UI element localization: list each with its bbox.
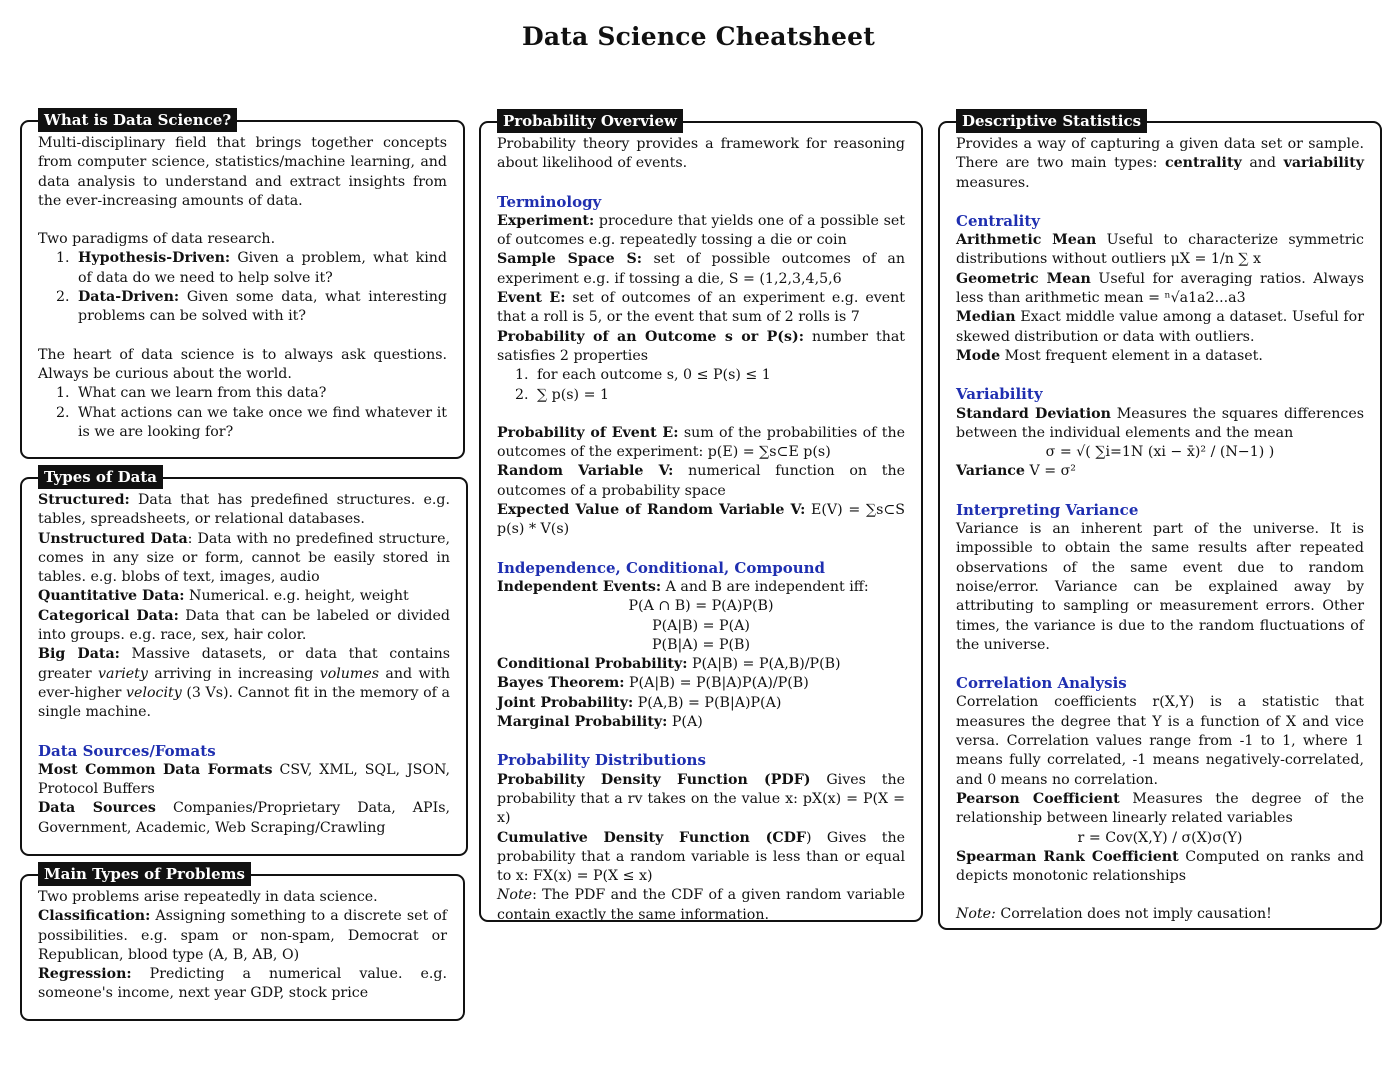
definition: Structured: Data that has predefined structures. e.g. tables, spreadsheets, or relational databases. <box>38 492 450 528</box>
definition: Joint Probability: P(A,B) = P(B|A)P(A) <box>497 694 782 711</box>
formula: P(B|A) = P(B) <box>651 636 751 653</box>
types-of-data-box <box>20 468 468 856</box>
definition: Median Exact middle value among a dataset. Useful for skewed distribution or data with outliers. <box>956 309 1364 345</box>
list-item: 1. Hypothesis-Driven: Given a problem, what kind of data do we need to help solve it? <box>56 250 447 286</box>
subheading: Terminology <box>497 192 602 211</box>
section-title: Descriptive Statistics <box>956 109 1147 133</box>
definition: Probability of an Outcome s or P(s): number that satisfies 2 properties <box>497 328 905 364</box>
definition: Marginal Probability: P(A) <box>497 714 703 731</box>
subheading: Data Sources/Fomats <box>38 741 216 760</box>
page-title: Data Science Cheatsheet <box>522 22 875 51</box>
formula: σ = √( ∑i=1N (xi − x̄)² / (N−1) ) <box>1045 444 1275 461</box>
definition: Regression: Predicting a numerical value. e.g. someone's income, next year GDP, stock price <box>38 966 447 1002</box>
properties-list <box>497 366 905 405</box>
definition: Sample Space S: set of possible outcomes of an experiment e.g. if tossing a die, S = (1,2,3,4,5,6 <box>497 251 905 287</box>
definition: Geometric Mean Useful for averaging ratios. Always less than arithmetic mean = ⁿ√a1a2...a3 <box>956 270 1364 307</box>
formula: P(A ∩ B) = P(A)P(B) <box>628 598 774 615</box>
paragraph: Probability theory provides a framework for reasoning about likelihood of events. <box>497 136 905 172</box>
subheading: Probability Distributions <box>497 751 706 770</box>
subheading: Variability <box>956 385 1043 404</box>
probability-overview-box <box>479 112 923 923</box>
subheading: Centrality <box>956 211 1040 230</box>
definition: Probability of Event E: sum of the probabilities of the outcomes of the experiment: p(E) = ∑s⊂E p(s) <box>497 424 905 461</box>
section-title: Probability Overview <box>497 109 683 133</box>
definition: Conditional Probability: P(A|B) = P(A,B)/P(B) <box>497 656 841 673</box>
subheading: Interpreting Variance <box>956 500 1139 519</box>
definition: Spearman Rank Coefficient Computed on ranks and depicts monotonic relationships <box>956 848 1364 885</box>
definition: Expected Value of Random Variable V: E(V) = ∑s⊂S p(s) * V(s) <box>497 502 906 538</box>
definition: Unstructured Data: Data with no predefined structure, comes in any size or form, cannot be easily stored in tables. e.g. blobs of text, images, audio <box>38 530 450 586</box>
paragraph: Two problems arise repeatedly in data science. <box>38 889 378 905</box>
definition: Mode Most frequent element in a dataset. <box>956 347 1263 364</box>
subheading: Correlation Analysis <box>956 674 1127 693</box>
definition: Random Variable V: numerical function on the outcomes of a probability space <box>497 463 905 499</box>
paragraph: Provides a way of capturing a given data set or sample. There are two main types: centrality and variability measures. <box>956 136 1364 191</box>
paragraph: Correlation coefficients r(X,Y) is a statistic that measures the degree that Y is a function of X and vice versa. Correlation values range from -1 to 1, where 1 means fully correlated, -1 means negatively-correlated, and 0 means no correlation. <box>956 694 1364 788</box>
paragraph: Variance is an inherent part of the universe. It is impossible to obtain the same results after repeated observations of the same event due to random noise/error. Variance can be explained away by attributing to sampling or measurement errors. Other times, the variance is due to the random fluctuations of the universe. <box>956 521 1364 653</box>
paragraph: The heart of data science is to always ask questions. Always be curious about the world. <box>38 346 447 382</box>
formula: r = Cov(X,Y) / σ(X)σ(Y) <box>1077 829 1243 846</box>
definition: Big Data: Massive datasets, or data that contains greater variety arriving in increasing volumes and with ever-higher velocity (3 Vs). Cannot fit in the memory of a single machine. <box>38 646 451 721</box>
definition: Bayes Theorem: P(A|B) = P(B|A)P(A)/P(B) <box>497 675 809 692</box>
paragraph: Multi-disciplinary field that brings together concepts from computer science, statistics/machine learning, and data analysis to understand and extract insights from the ever-increasing amounts of data. <box>38 135 447 209</box>
note: Note: Correlation does not imply causation! <box>956 906 1272 923</box>
definition: Most Common Data Formats CSV, XML, SQL, JSON, Protocol Buffers <box>38 761 451 798</box>
main-types-of-problems-box <box>20 865 465 1021</box>
what-is-data-science-box <box>20 111 465 459</box>
definition: Pearson Coefficient Measures the degree of the relationship between linearly related variables <box>956 790 1364 827</box>
descriptive-statistics-box <box>938 112 1382 930</box>
definition: Arithmetic Mean Useful to characterize symmetric distributions without outliers μX = 1/n ∑ x <box>956 232 1364 268</box>
definition: Data Sources Companies/Proprietary Data, APIs, Government, Academic, Web Scraping/Crawling <box>38 800 450 836</box>
list-item: 2. What actions can we take once we find whatever it is we are looking for? <box>56 404 447 440</box>
section-title: Main Types of Problems <box>38 862 251 886</box>
formula: P(A|B) = P(A) <box>652 617 750 634</box>
definition: Experiment: procedure that yields one of a possible set of outcomes e.g. repeatedly tossing a die or coin <box>497 212 905 249</box>
note: Note: The PDF and the CDF of a given random variable contain exactly the same information. <box>497 887 905 923</box>
definition: Independent Events: A and B are independent iff: <box>497 578 869 595</box>
definition: Quantitative Data: Numerical. e.g. height, weight <box>38 588 409 605</box>
list-item: 2. Data-Driven: Given some data, what interesting problems can be solved with it? <box>56 289 447 325</box>
definition: Categorical Data: Data that can be labeled or divided into groups. e.g. race, sex, hair color. <box>38 607 450 644</box>
definition: Cumulative Density Function (CDF) Gives the probability that a random variable is less than or equal to x: FX(x) = P(X ≤ x) <box>497 829 905 885</box>
section-title: What is Data Science? <box>38 108 237 132</box>
list-item: 1. What can we learn from this data? <box>56 385 327 402</box>
definition: Event E: set of outcomes of an experiment e.g. event that a roll is 5, or the event that sum of 2 rolls is 7 <box>497 290 905 326</box>
definition: Probability Density Function (PDF) Gives the probability that a rv takes on the value x: pX(x) = P(X = x) <box>497 771 905 827</box>
definition: Classification: Assigning something to a discrete set of possibilities. e.g. spam or non-spam, Democrat or Republican, blood type (A, B, AB, O) <box>38 908 447 963</box>
definition: Standard Deviation Measures the squares differences between the individual elements and the mean <box>956 405 1364 441</box>
section-title: Types of Data <box>38 465 163 489</box>
paragraph: Two paradigms of data research. <box>38 231 276 248</box>
subheading: Independence, Conditional, Compound <box>497 558 825 577</box>
definition: Variance V = σ² <box>956 463 1076 480</box>
list-item: 2. ∑ p(s) = 1 <box>515 386 610 403</box>
questions-list <box>38 384 447 442</box>
list-item: 1. for each outcome s, 0 ≤ P(s) ≤ 1 <box>515 367 771 384</box>
paradigms-list <box>38 249 447 326</box>
